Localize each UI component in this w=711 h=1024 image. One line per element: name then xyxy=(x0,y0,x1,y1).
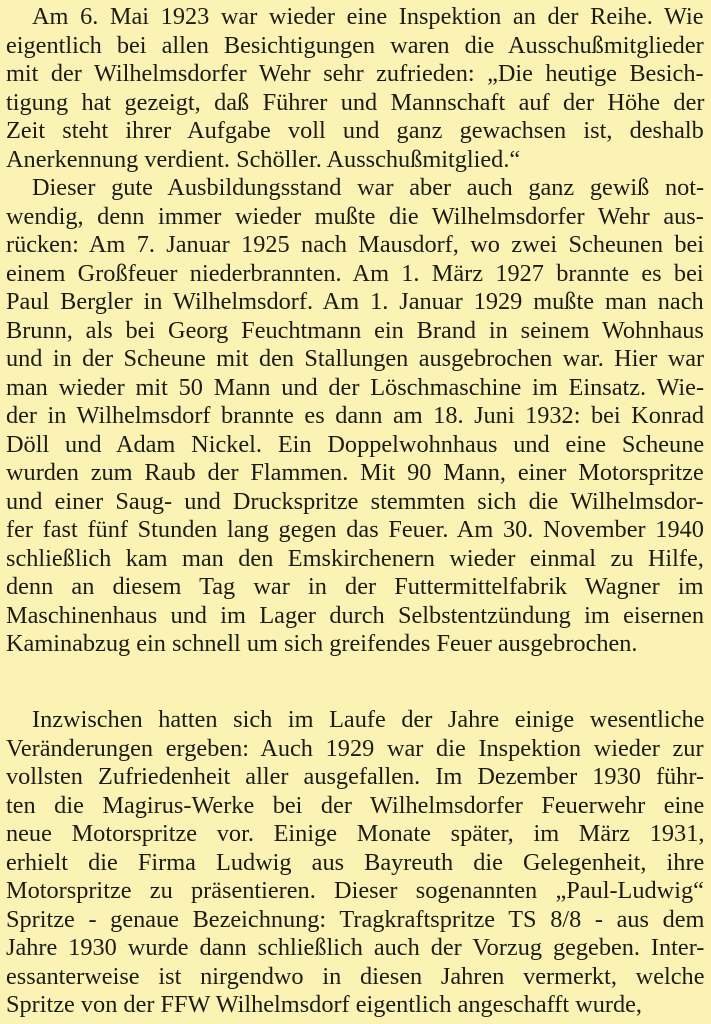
text-line: Jahre 1930 wurde dann schließlich auch der Vorzug gegeben. Inter- xyxy=(6,934,705,961)
text-line: Inzwischen hatten sich im Laufe der Jahre einige wesentliche xyxy=(32,706,705,733)
text-line: einem Großfeuer niederbrannten. Am 1. März 1927 brannte es bei xyxy=(6,259,704,287)
paragraph-equipment-changes xyxy=(6,706,704,1020)
text-line: Zeit steht ihrer Aufgabe voll und ganz gewachsen ist, deshalb xyxy=(6,117,704,144)
text-line: Brunn, als bei Georg Feuchtmann ein Brand in seinem Wohnhaus xyxy=(6,316,704,344)
text-line: Spritze - genaue Bezeichnung: Tragkraftspritze TS 8/8 - aus dem xyxy=(6,905,705,933)
text-line: essanterweise ist nirgendwo in diesen Jahren vermerkt, welche xyxy=(6,962,705,990)
text-line: erhielt die Firma Ludwig aus Bayreuth die Gelegenheit, ihre xyxy=(6,848,705,876)
text-line: Döll und Adam Nickel. Ein Doppelwohnhaus und eine Scheune xyxy=(6,430,705,458)
text-line: mit der Wilhelmsdorfer Wehr sehr zufrieden: „Die heutige Besich- xyxy=(6,60,704,87)
text-line: eigentlich bei allen Besichtigungen waren die Ausschußmitglieder xyxy=(6,31,704,59)
text-line: rücken: Am 7. Januar 1925 nach Mausdorf, wo zwei Scheunen bei xyxy=(6,231,705,258)
text-line: und in der Scheune mit den Stallungen ausgebrochen war. Hier war xyxy=(6,345,705,372)
text-line: wendig, denn immer wieder mußte die Wilhelmsdorfer Wehr aus- xyxy=(6,202,704,230)
paragraph-fire-incidents xyxy=(6,174,704,659)
text-line: wurden zum Raub der Flammen. Mit 90 Mann, einer Motorspritze xyxy=(6,459,704,486)
text-line: Dieser gute Ausbildungsstand war aber auch ganz gewiß not- xyxy=(32,174,705,201)
text-line: der in Wilhelmsdorf brannte es dann am 18. Juni 1932: bei Konrad xyxy=(6,402,705,429)
text-line: neue Motorspritze vor. Einige Monate später, im März 1931, xyxy=(6,820,705,847)
text-line: man wieder mit 50 Mann und der Löschmaschine im Einsatz. Wie- xyxy=(6,373,705,401)
text-line: und einer Saug- und Druckspritze stemmten sich die Wilhelmsdor- xyxy=(6,487,704,515)
text-line: Maschinenhaus und im Lager durch Selbstentzündung im eisernen xyxy=(6,601,705,629)
text-line: Kaminabzug ein schnell um sich greifendes Feuer ausgebrochen. xyxy=(6,630,638,657)
text-line: schließlich kam man den Emskirchenern wieder einmal zu Hilfe, xyxy=(6,544,704,572)
text-line: denn an diesem Tag war in der Futtermittelfabrik Wagner im xyxy=(6,573,704,600)
text-line: Spritze von der FFW Wilhelmsdorf eigentlich angeschafft wurde, xyxy=(6,991,642,1018)
text-line: ten die Magirus-Werke bei der Wilhelmsdorfer Feuerwehr eine xyxy=(6,791,705,819)
text-line: fer fast fünf Stunden lang gegen das Feuer. Am 30. November 1940 xyxy=(6,516,704,543)
text-line: Anerkennung verdient. Schöller. Ausschußmitglied.“ xyxy=(6,145,521,173)
text-line: Veränderungen ergeben: Auch 1929 war die Inspektion wieder zur xyxy=(6,734,704,762)
text-line: Am 6. Mai 1923 war wieder eine Inspektion an der Reihe. Wie xyxy=(32,3,704,30)
text-line: Paul Bergler in Wilhelmsdorf. Am 1. Januar 1929 mußte man nach xyxy=(6,288,704,315)
paragraph-inspection-1923 xyxy=(6,3,704,174)
text-line: Motorspritze zu präsentieren. Dieser sogenannten „Paul-Ludwig“ xyxy=(6,877,704,904)
text-line: vollsten Zufriedenheit aller ausgefallen. Im Dezember 1930 führ- xyxy=(6,763,705,790)
text-line: tigung hat gezeigt, daß Führer und Mannschaft auf der Höhe der xyxy=(6,88,705,116)
